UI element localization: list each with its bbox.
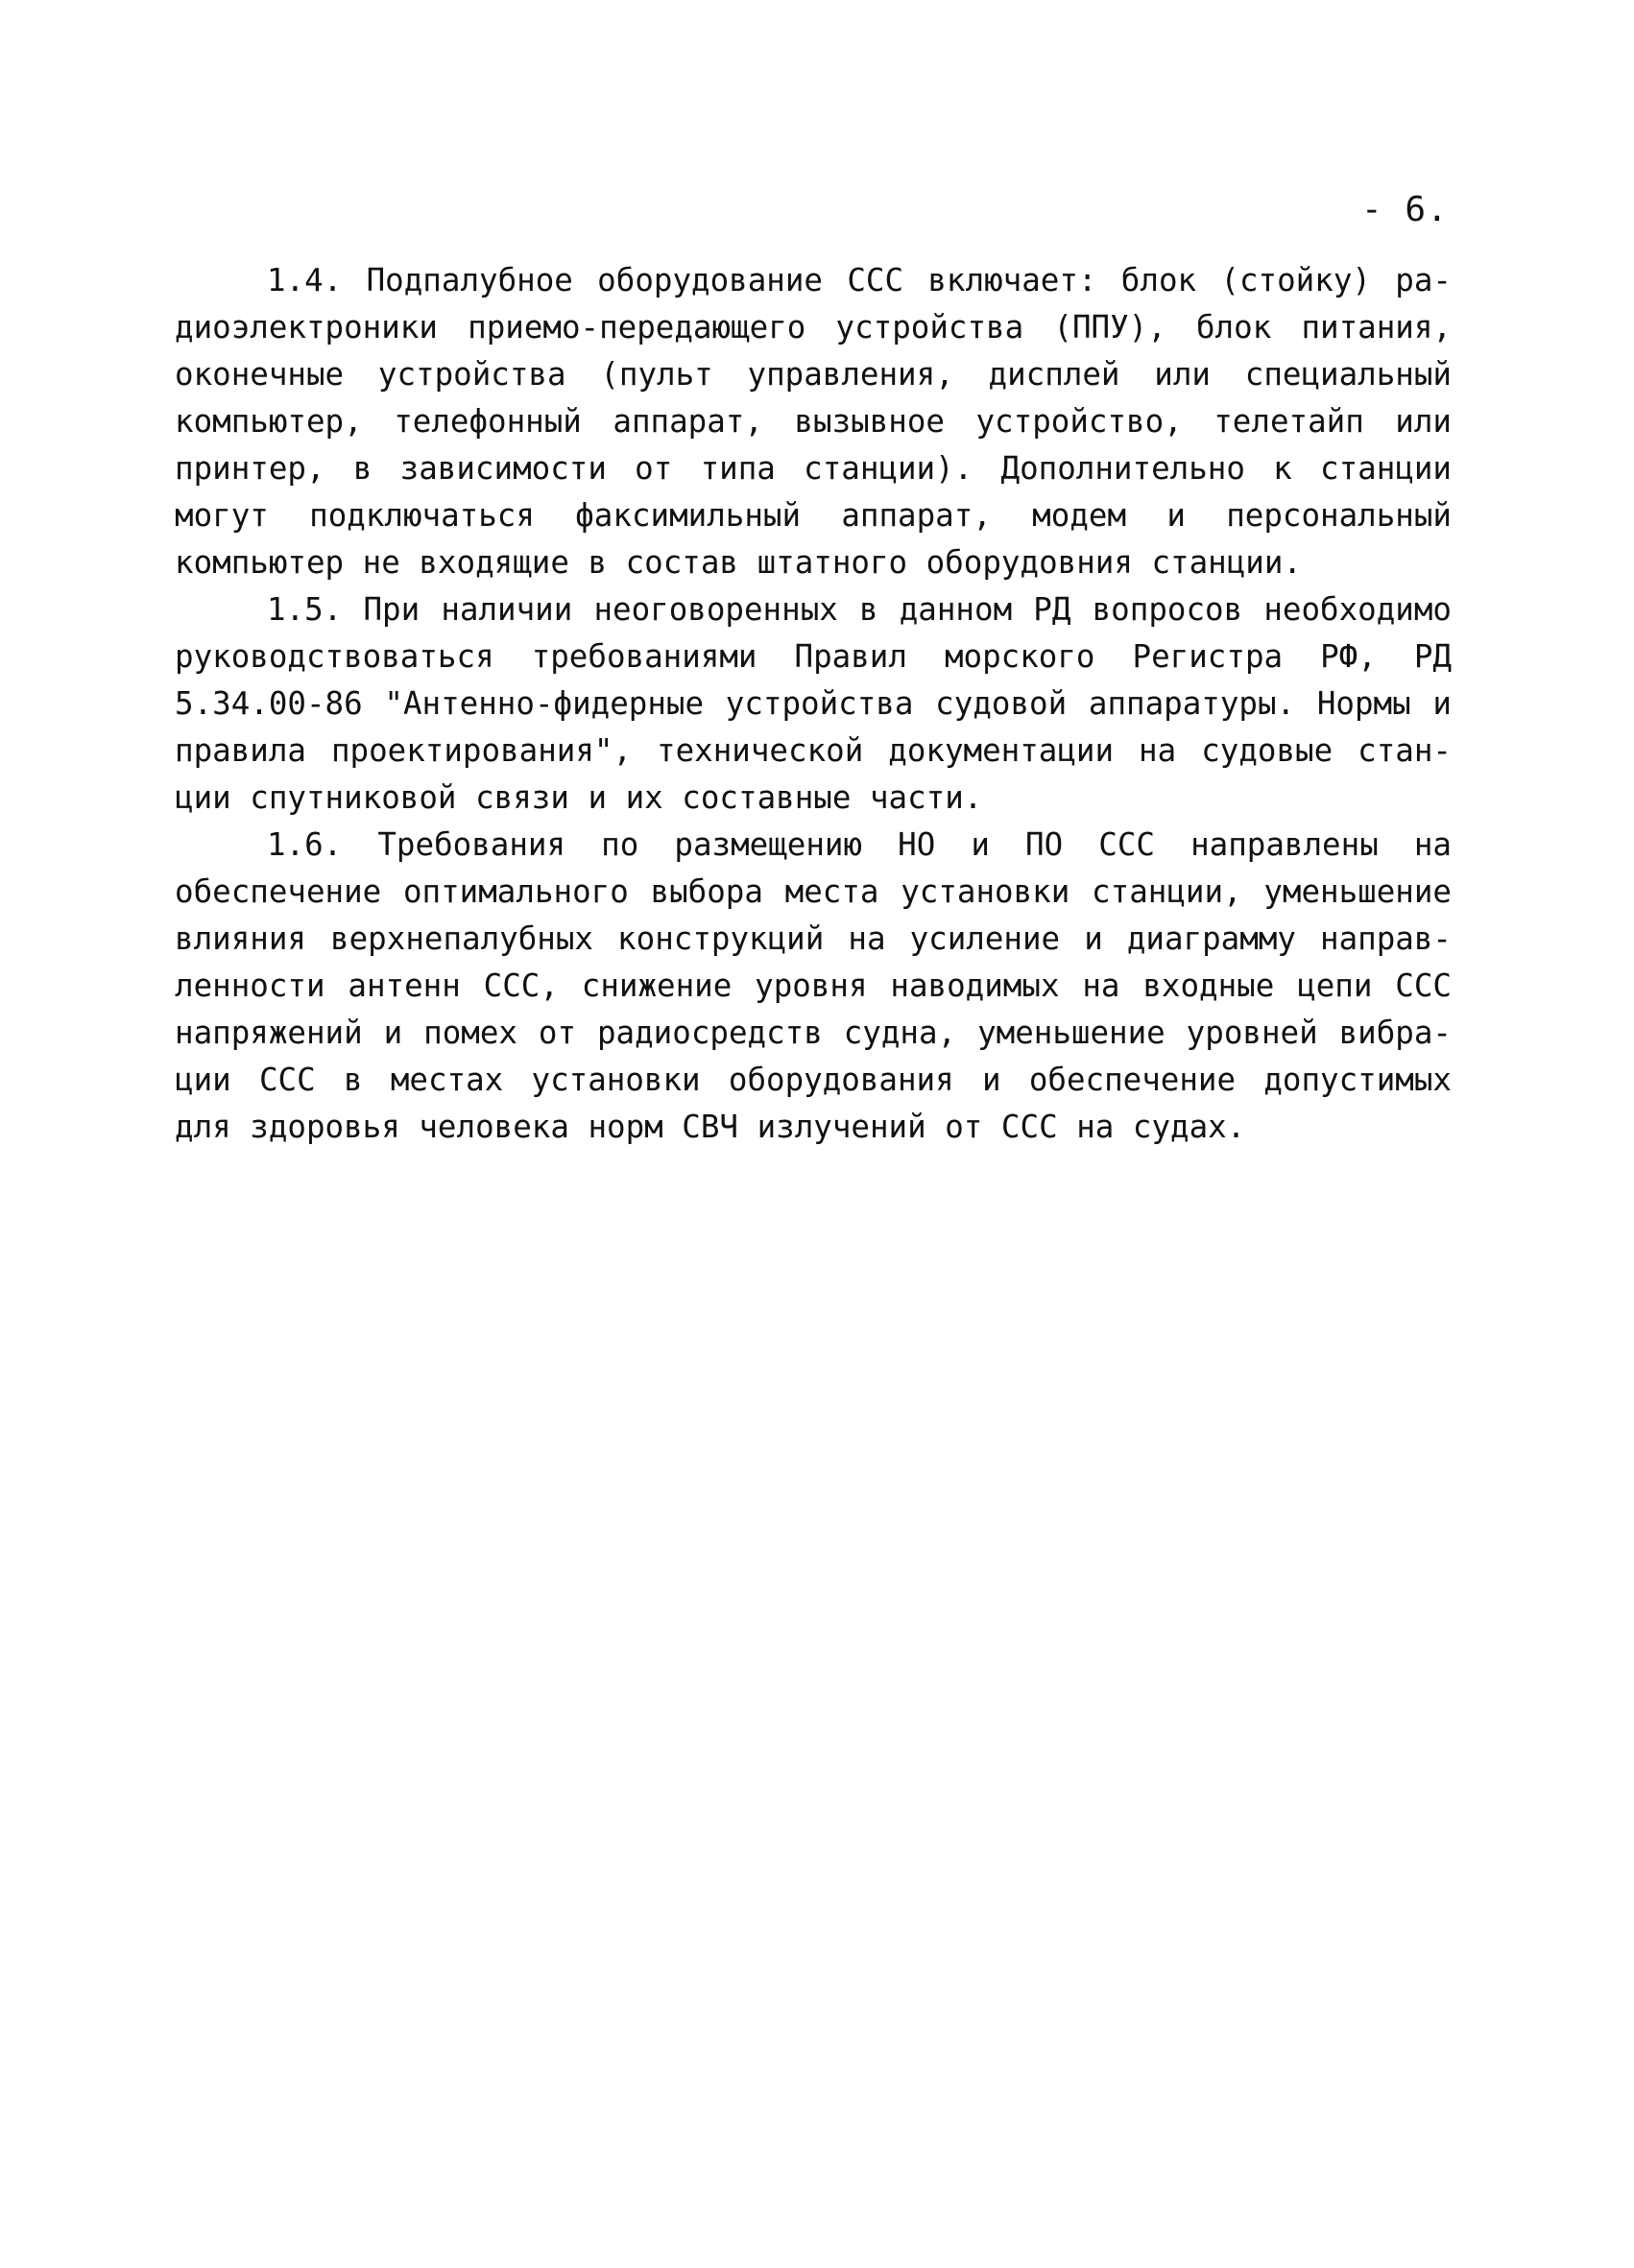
paragraph-1-5-line: руководствоваться требованиями Правил морского Регистра РФ, РД [175, 638, 1452, 675]
paragraph-1-6-line: влияния верхнепалубных конструкций на усиление и диаграмму направ- [175, 920, 1452, 957]
paragraph-1-4-line: 1.4. Подпалубное оборудование ССС включает: блок (стойку) ра- [267, 262, 1452, 298]
paragraph-1-6-line: ции ССС в местах установки оборудования и обеспечение допустимых [175, 1062, 1452, 1098]
paragraph-1-4-line: компьютер не входящие в состав штатного оборудовния станции. [175, 544, 1302, 581]
paragraph-1-6-line: ленности антенн ССС, снижение уровня наводимых на входные цепи ССС [175, 967, 1452, 1004]
paragraph-1-5-line: 1.5. При наличии неоговоренных в данном РД вопросов необходимо [267, 591, 1452, 628]
paragraph-1-5-line: ции спутниковой связи и их составные части. [175, 779, 983, 816]
paragraph-1-6-line: напряжений и помех от радиосредств судна, уменьшение уровней вибра- [175, 1015, 1452, 1051]
paragraph-1-4-line: оконечные устройства (пульт управления, дисплей или специальный [175, 356, 1452, 393]
paragraph-1-5-line: правила проектирования", технической документации на судовые стан- [175, 732, 1452, 769]
paragraph-1-4-line: компьютер, телефонный аппарат, вызывное устройство, телетайп или [175, 403, 1452, 440]
paragraph-1-4-line: принтер, в зависимости от типа станции). Дополнительно к станции [175, 450, 1452, 487]
paragraph-1-6-line: обеспечение оптимального выбора места установки станции, уменьшение [175, 873, 1452, 910]
paragraph-1-6-line: 1.6. Требования по размещению НО и ПО ССС направлены на [267, 826, 1452, 863]
paragraph-1-4-line: диоэлектроники приемо-передающего устройства (ППУ), блок питания, [175, 309, 1452, 346]
paragraph-1-5-line: 5.34.00-86 "Антенно-фидерные устройства судовой аппаратуры. Нормы и [175, 685, 1452, 722]
body-text [175, 257, 1452, 1151]
paragraph-1-4-line: могут подключаться факсимильный аппарат, модем и персональный [175, 497, 1452, 534]
page-number: - 6. [1361, 190, 1449, 229]
paragraph-1-6-line: для здоровья человека норм СВЧ излучений от ССС на судах. [175, 1109, 1246, 1145]
